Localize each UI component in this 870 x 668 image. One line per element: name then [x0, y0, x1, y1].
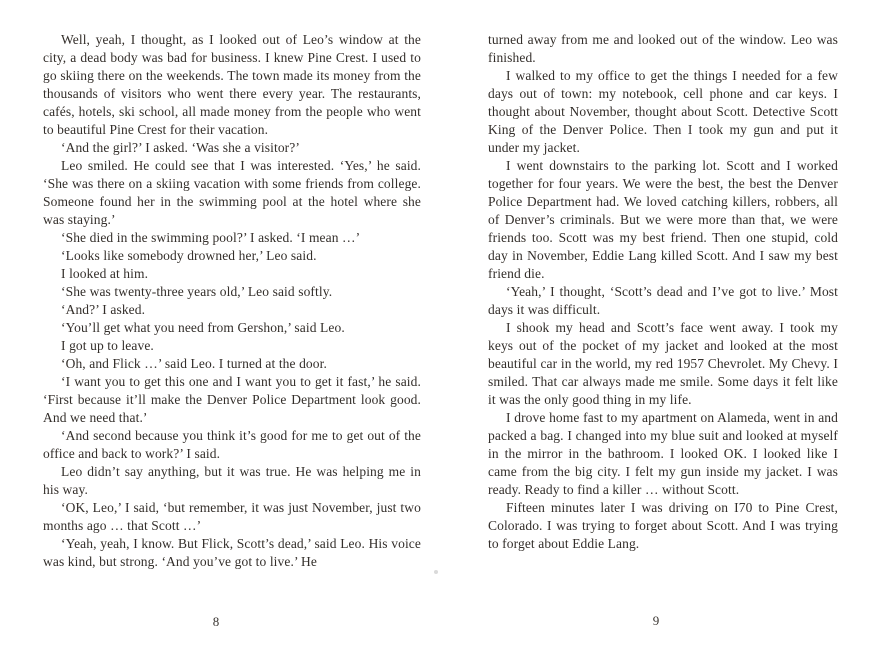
page-right — [488, 31, 838, 553]
paragraph: ‘And second because you think it’s good for me to get out of the office and back to work?’ I said. — [43, 428, 421, 461]
paragraph: I walked to my office to get the things I needed for a few days out of town: my notebook, cell phone and car keys. I thought about November, thought about Scott. Detective Scott King of the Denver Police. Then I took my gun and put it under my jacket. — [488, 68, 838, 155]
paragraph: Leo smiled. He could see that I was interested. ‘Yes,’ he said. ‘She was there on a skiing vacation with some friends from college. Someone found her in the swimming pool at the hotel where she was staying.’ — [43, 158, 421, 227]
paragraph: I looked at him. — [61, 266, 149, 281]
paragraph: ‘She was twenty-three years old,’ Leo said softly. — [61, 284, 333, 299]
paragraph: ‘And?’ I asked. — [61, 302, 146, 317]
paragraph: ‘Looks like somebody drowned her,’ Leo said. — [61, 248, 317, 263]
page-left — [43, 31, 421, 571]
paragraph: ‘She died in the swimming pool?’ I asked. ‘I mean …’ — [61, 230, 361, 245]
paragraph: I got up to leave. — [61, 338, 154, 353]
paragraph: turned away from me and looked out of the window. Leo was finished. — [488, 32, 838, 65]
paragraph: ‘I want you to get this one and I want you to get it fast,’ he said. ‘First because it’ll make the Denver Police Department look good. And we need that.’ — [43, 374, 421, 425]
paragraph: Leo didn’t say anything, but it was true. He was helping me in his way. — [43, 464, 421, 497]
scan-artifact-speck — [434, 570, 438, 574]
paragraph: ‘Yeah,’ I thought, ‘Scott’s dead and I’ve got to live.’ Most days it was difficult. — [488, 284, 838, 317]
paragraph: Fifteen minutes later I was driving on I70 to Pine Crest, Colorado. I was trying to forget about Scott. And I was trying to forget about Eddie Lang. — [488, 500, 838, 551]
paragraph: Well, yeah, I thought, as I looked out of Leo’s window at the city, a dead body was bad for business. I knew Pine Crest. I used to go skiing there on the weekends. The town made its money from the thousands of visitors who went there every year. The restaurants, cafés, hotels, ski school, all made money from the people who went to beautiful Pine Crest for their vacation. — [43, 32, 421, 137]
page-number-left: 8 — [212, 614, 220, 629]
paragraph: ‘Oh, and Flick …’ said Leo. I turned at the door. — [61, 356, 327, 371]
paragraph: ‘Yeah, yeah, I know. But Flick, Scott’s dead,’ said Leo. His voice was kind, but strong. ‘And you’ve got to live.’ He — [43, 536, 421, 569]
page-number-right: 9 — [652, 613, 660, 628]
paragraph: ‘And the girl?’ I asked. ‘Was she a visitor?’ — [61, 140, 300, 155]
page-right-text — [488, 31, 838, 553]
page-left-text — [43, 31, 421, 571]
paragraph: ‘You’ll get what you need from Gershon,’ said Leo. — [61, 320, 345, 335]
paragraph: ‘OK, Leo,’ I said, ‘but remember, it was just November, just two months ago … that Scott …’ — [43, 500, 421, 533]
paragraph: I shook my head and Scott’s face went away. I took my keys out of the pocket of my jacket and looked at the most beautiful car in the world, my red 1957 Chevrolet. My Chevy. I smiled. That car always made me smile. Some days it felt like it was the only good thing in my life. — [488, 320, 838, 407]
paragraph: I went downstairs to the parking lot. Scott and I worked together for four years. We were the best, the best the Denver Police Department had. We loved catching killers, robbers, all of Denver’s criminals. But we were more than that, we were friends too. Scott was my best friend. Then one stupid, cold day in November, Eddie Lang killed Scott. And I saw my best friend die. — [488, 158, 838, 281]
paragraph: I drove home fast to my apartment on Alameda, went in and packed a bag. I changed into my blue suit and looked at myself in the mirror in the bathroom. I looked OK. I looked like I came from the big city. I felt my gun inside my jacket. I was ready. Ready to find a killer … without Scott. — [488, 410, 838, 497]
